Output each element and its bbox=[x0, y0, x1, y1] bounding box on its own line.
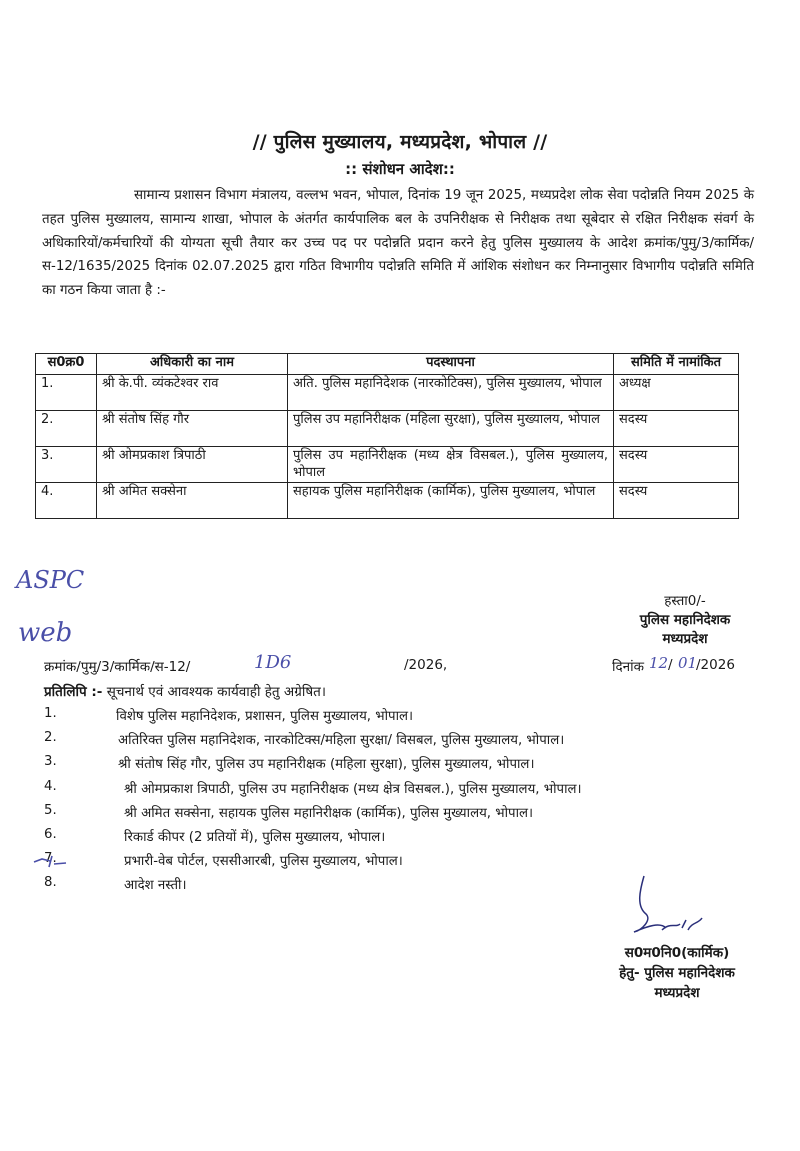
cell-role: अध्यक्ष bbox=[614, 375, 739, 411]
list-item-text: अतिरिक्त पुलिस महानिदेशक, नारकोटिक्स/महिला सुरक्षा/ विसबल, पुलिस मुख्यालय, भोपाल। bbox=[118, 733, 565, 749]
table-row bbox=[36, 411, 739, 447]
page-title: // पुलिस मुख्यालय, मध्यप्रदेश, भोपाल // bbox=[252, 131, 548, 153]
list-item-text: रिकार्ड कीपर (2 प्रतियों में), पुलिस मुख्यालय, भोपाल। bbox=[124, 829, 386, 845]
handwritten-note-aspc: ASPC bbox=[16, 566, 85, 594]
list-item-text: प्रभारी-वेब पोर्टल, एससीआरबी, पुलिस मुख्यालय, भोपाल। bbox=[124, 854, 403, 870]
order-paragraph: सामान्य प्रशासन विभाग मंत्रालय, वल्लभ भवन, भोपाल, दिनांक 19 जून 2025, मध्यप्रदेश लोक सेवा पदोन्नति नियम 2025 के तहत पुलिस मुख्यालय, सामान्य शाखा, भोपाल के अंतर्गत कार्यपालिक बल के उपनिरीक्षक से निरीक्षक तथा सूबेदार से रक्षित निरीक्षक संवर्ग के अधिकारियों/कर्मचारियों की योग्यता सूची तैयार कर उच्च पद पर पदोन्नति प्रदान करने हेतु पुलिस मुख्यालय के आदेश क्रमांक/पुमु/3/कार्मिक/स-12/1635/2025 दिनांक 02.07.2025 द्वारा गठित विभागीय पदोन्नति समिति में आंशिक संशोधन कर निम्नानुसार विभागीय पदोन्नति समिति का गठन किया जाता है :- bbox=[42, 188, 754, 299]
cell-posting: सहायक पुलिस महानिरीक्षक (कार्मिक), पुलिस मुख्यालय, भोपाल bbox=[288, 483, 614, 519]
reference-date-year: /2026 bbox=[696, 657, 735, 673]
cell-officer-name: श्री के.पी. व्यंकटेश्वर राव bbox=[97, 375, 288, 411]
list-item bbox=[44, 803, 744, 827]
cell-serial: 3. bbox=[36, 447, 97, 483]
list-item-number: 4. bbox=[44, 778, 57, 794]
list-item-text: श्री संतोष सिंह गौर, पुलिस उप महानिरीक्षक (महिला सुरक्षा), पुलिस मुख्यालय, भोपाल। bbox=[118, 757, 535, 773]
cell-posting: पुलिस उप महानिरीक्षक (मध्य क्षेत्र विसबल.), पुलिस मुख्यालय, भोपाल bbox=[288, 447, 614, 483]
list-item-number: 7. bbox=[44, 851, 57, 867]
cell-role: सदस्य bbox=[614, 411, 739, 447]
list-item-number: 3. bbox=[44, 754, 57, 770]
list-item-number: 5. bbox=[44, 802, 57, 818]
list-item-text: आदेश नस्ती। bbox=[124, 878, 187, 894]
committee-table bbox=[35, 353, 739, 519]
list-item bbox=[44, 730, 744, 754]
table-header-row bbox=[36, 354, 739, 375]
header-posting: पदस्थापना bbox=[288, 354, 614, 375]
cell-serial: 2. bbox=[36, 411, 97, 447]
signatory-block-aig bbox=[572, 943, 782, 1003]
signatory-designation: पुलिस महानिदेशक bbox=[639, 612, 731, 628]
cell-role: सदस्य bbox=[614, 447, 739, 483]
list-item bbox=[44, 827, 744, 851]
reference-date-label: दिनांक bbox=[612, 659, 645, 675]
signature-scribble bbox=[622, 872, 712, 942]
header-committee-role: समिति में नामांकित bbox=[614, 354, 739, 375]
date-separator: / bbox=[668, 657, 673, 673]
header-officer-name: अधिकारी का नाम bbox=[97, 354, 288, 375]
signatory-state: मध्यप्रदेश bbox=[654, 985, 700, 1001]
reference-year: /2026, bbox=[404, 657, 448, 673]
table-row bbox=[36, 447, 739, 483]
signatory-state: मध्यप्रदेश bbox=[662, 631, 708, 647]
signatory-block-dgp bbox=[600, 592, 770, 649]
handwritten-note-web: web bbox=[18, 618, 73, 648]
copy-to-text: सूचनार्थ एवं आवश्यक कार्यवाही हेतु अग्रेषित। bbox=[106, 684, 326, 700]
signed-mark: हस्ता0/- bbox=[664, 593, 706, 609]
list-item-text: श्री अमित सक्सेना, सहायक पुलिस महानिरीक्षक (कार्मिक), पुलिस मुख्यालय, भोपाल। bbox=[124, 805, 534, 821]
order-subtitle: :: संशोधन आदेश:: bbox=[345, 160, 455, 178]
signatory-designation: स0म0नि0(कार्मिक) bbox=[624, 945, 730, 961]
header-serial: स0क्र0 bbox=[36, 354, 97, 375]
cell-officer-name: श्री अमित सक्सेना bbox=[97, 483, 288, 519]
reference-number-prefix: क्रमांक/पुमु/3/कार्मिक/स-12/ bbox=[44, 659, 191, 675]
cell-role: सदस्य bbox=[614, 483, 739, 519]
signatory-on-behalf: हेतु- पुलिस महानिदेशक bbox=[619, 965, 735, 981]
list-item-text: विशेष पुलिस महानिदेशक, प्रशासन, पुलिस मुख्यालय, भोपाल। bbox=[116, 709, 414, 724]
table-row bbox=[36, 483, 739, 519]
table-row bbox=[36, 375, 739, 411]
list-item bbox=[44, 779, 744, 803]
copy-to-label: प्रतिलिपि :- bbox=[44, 684, 103, 700]
list-item bbox=[44, 754, 744, 778]
list-item-text: श्री ओमप्रकाश त्रिपाठी, पुलिस उप महानिरीक्षक (मध्य क्षेत्र विसबल.), पुलिस मुख्यालय, भोपाल। bbox=[124, 781, 582, 797]
list-item-number: 2. bbox=[44, 730, 57, 746]
handwritten-ref-number: 1D6 bbox=[254, 652, 292, 673]
cell-serial: 1. bbox=[36, 375, 97, 411]
copy-to-heading bbox=[44, 682, 326, 700]
list-item bbox=[44, 706, 744, 730]
cell-officer-name: श्री ओमप्रकाश त्रिपाठी bbox=[97, 447, 288, 483]
handwritten-date-month: 01 bbox=[678, 654, 698, 672]
list-item-number: 1. bbox=[44, 706, 57, 721]
list-item-number: 6. bbox=[44, 826, 57, 842]
copy-to-list bbox=[44, 706, 744, 900]
cell-posting: पुलिस उप महानिरीक्षक (महिला सुरक्षा), पुलिस मुख्यालय, भोपाल bbox=[288, 411, 614, 447]
cell-officer-name: श्री संतोष सिंह गौर bbox=[97, 411, 288, 447]
handwritten-date-day: 12 bbox=[649, 654, 669, 672]
cell-posting: अति. पुलिस महानिदेशक (नारकोटिक्स), पुलिस मुख्यालय, भोपाल bbox=[288, 375, 614, 411]
cell-serial: 4. bbox=[36, 483, 97, 519]
list-item-number: 8. bbox=[44, 875, 57, 891]
handwritten-tick-mark bbox=[30, 852, 70, 870]
